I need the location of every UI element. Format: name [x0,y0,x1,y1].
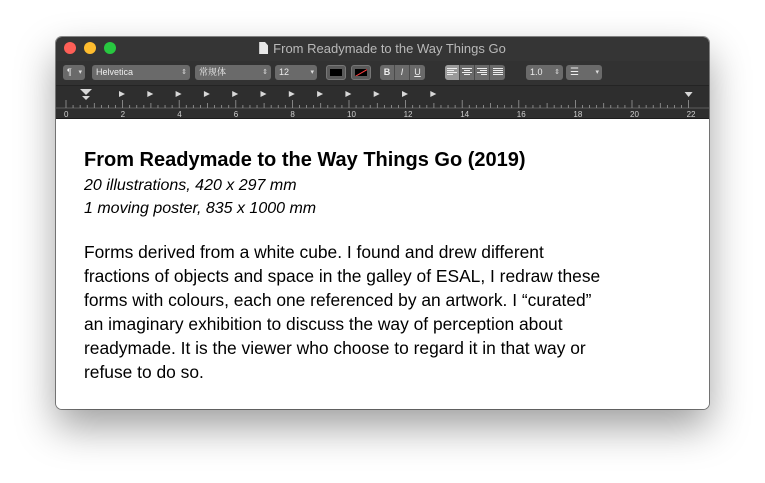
tab-stop-marker[interactable] [119,91,125,97]
textedit-window [56,37,709,409]
document-icon [259,42,268,54]
underline-button[interactable]: U [414,67,421,77]
ruler-label: 0 [64,110,69,118]
title-bar[interactable] [56,37,709,61]
paragraph-line: forms with colours, each one referenced by an artwork. I “curated” [84,290,592,310]
updown-chevron-icon: ⇕ [554,69,560,76]
updown-chevron-icon: ⇕ [181,69,187,76]
text-color-well[interactable] [326,65,346,80]
font-style-value: 常规体 [199,67,227,77]
paragraph-line: an imaginary exhibition to discuss the way of perception about [84,314,563,334]
paragraph-line: fractions of objects and space in the galley of ESAL, I redraw these [84,266,601,286]
subtitle-line: 20 illustrations, 420 x 297 mm [84,177,297,194]
format-toolbar [56,61,709,86]
list-bullets-select[interactable] [566,65,602,80]
text-style-buttons [380,65,425,80]
ruler-label: 20 [630,110,639,118]
document-heading: From Readymade to the Way Things Go (2019) [84,149,526,171]
align-center-icon [462,68,472,77]
paragraph-line: readymade. It is the viewer who choose to regard it in that way or [84,338,586,358]
subtitle-line: 1 moving poster, 835 x 1000 mm [84,200,317,217]
line-spacing-value: 1.0 [530,67,543,77]
tab-stop-marker[interactable] [261,91,267,97]
ruler-label: 18 [573,110,583,118]
body-paragraph [84,240,684,384]
ruler-scale [56,86,709,118]
updown-chevron-icon: ⇕ [262,69,268,76]
line-spacing-select[interactable] [526,65,563,80]
font-style-select[interactable] [195,65,271,80]
paragraph-line: refuse to do so. [84,362,204,382]
align-right-icon [477,68,487,77]
tab-stop-marker[interactable] [402,91,408,97]
align-right-button[interactable] [475,65,490,80]
chevron-down-icon: ▾ [78,69,82,76]
align-left-button[interactable] [445,65,460,80]
ruler-label: 14 [460,110,470,118]
document-text-area[interactable] [56,119,709,409]
tab-stop-marker[interactable] [430,91,436,97]
chevron-down-icon: ▾ [595,69,599,76]
ruler-label: 2 [120,110,126,118]
font-size-value: 12 [279,67,290,77]
ruler-label: 22 [686,110,696,118]
tab-stop-marker[interactable] [176,91,182,97]
font-family-value: Helvetica [96,67,134,77]
no-color-icon [355,69,367,76]
tab-stop-marker[interactable] [317,91,323,97]
list-icon: ☰ [570,67,579,78]
text-color-swatch [330,69,342,76]
right-margin-marker[interactable] [685,92,693,97]
first-line-indent-marker[interactable] [80,89,92,95]
ruler-label: 10 [347,110,356,118]
tab-stop-marker[interactable] [232,91,238,97]
ruler-label: 16 [516,110,526,118]
align-justify-icon [493,68,503,77]
paragraph-line: Forms derived from a white cube. I found and drew different [84,242,544,262]
align-left-icon [447,68,457,77]
bold-button[interactable]: B [380,65,395,80]
italic-button[interactable]: I [395,65,410,80]
chevron-down-icon: ▾ [310,69,314,76]
tab-stop-marker[interactable] [345,91,351,97]
alignment-buttons [445,65,505,80]
paragraph-icon: ¶ [67,67,72,77]
left-indent-marker[interactable] [82,96,90,100]
align-justify-button[interactable] [490,65,505,80]
font-family-select[interactable] [92,65,190,80]
ruler-label: 6 [233,110,239,118]
ruler-label: 4 [177,110,182,118]
paragraph-styles-button[interactable] [63,65,85,80]
window-title: From Readymade to the Way Things Go [273,41,506,56]
ruler[interactable] [56,86,709,119]
ruler-label: 12 [403,110,413,118]
window-title-area [56,41,709,57]
tab-stop-marker[interactable] [204,91,210,97]
ruler-label: 8 [290,110,295,118]
highlight-color-well[interactable] [351,65,371,80]
font-size-combo[interactable] [275,65,317,80]
tab-stop-marker[interactable] [374,91,380,97]
tab-stop-marker[interactable] [289,91,295,97]
align-center-button[interactable] [460,65,475,80]
tab-stop-marker[interactable] [147,91,153,97]
